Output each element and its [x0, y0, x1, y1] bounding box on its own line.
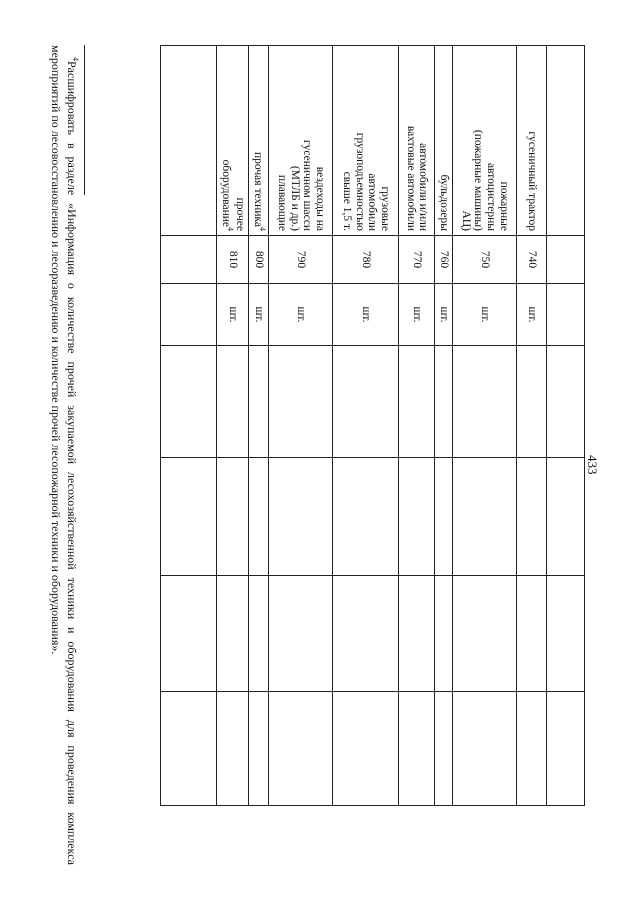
footnote-ref: 4 — [258, 227, 268, 231]
empty-value-cell — [216, 458, 249, 576]
row-name: прочее оборудование — [219, 159, 247, 231]
table-row — [249, 46, 269, 806]
table-row — [216, 46, 249, 806]
footnote-text: Расшифровать в разделе «Информация о количестве прочей закупаемой лесохозяйственной техники и оборудования для проведения комплекса мероприятий по лесовосстановлению и лесоразведению и количестве прочей лесопожарной техники и оборудования». — [49, 45, 79, 865]
empty-value-cell — [399, 692, 435, 806]
empty-value-cell — [249, 458, 269, 576]
row-name-cell — [333, 46, 399, 236]
empty-value-cell — [216, 576, 249, 692]
footnote-marker: 4 — [71, 57, 80, 61]
empty-value-cell — [435, 346, 453, 458]
equipment-table — [160, 45, 585, 806]
empty-value-cell — [399, 458, 435, 576]
row-name-cell — [435, 46, 453, 236]
empty-value-cell — [517, 458, 547, 576]
row-name-cell — [160, 46, 216, 236]
empty-value-cell — [547, 346, 585, 458]
table-row — [517, 46, 547, 806]
row-code: 790 — [269, 236, 333, 284]
empty-value-cell — [269, 692, 333, 806]
row-unit — [547, 284, 585, 346]
empty-value-cell — [453, 692, 517, 806]
empty-value-cell — [435, 458, 453, 576]
table-row — [453, 46, 517, 806]
empty-value-cell — [160, 458, 216, 576]
empty-value-cell — [547, 692, 585, 806]
row-name: вездеходы на гусеничном шасси (МТЛБ и др.) плавающие — [275, 139, 327, 231]
row-unit: шт. — [216, 284, 249, 346]
row-code: 810 — [216, 236, 249, 284]
row-code — [160, 236, 216, 284]
row-name: пожарные автоцистерны (пожарные машины) АЦ) — [459, 129, 511, 231]
row-name-cell — [453, 46, 517, 236]
empty-value-cell — [517, 692, 547, 806]
row-code: 740 — [517, 236, 547, 284]
empty-value-cell — [453, 458, 517, 576]
empty-value-cell — [269, 458, 333, 576]
row-name-cell — [399, 46, 435, 236]
footnote-rule — [84, 45, 85, 195]
row-unit — [160, 284, 216, 346]
row-name: гусеничный трактор — [525, 131, 538, 231]
table-row — [547, 46, 585, 806]
row-name-cell — [547, 46, 585, 236]
empty-value-cell — [269, 346, 333, 458]
empty-value-cell — [435, 692, 453, 806]
empty-value-cell — [160, 692, 216, 806]
row-code: 780 — [333, 236, 399, 284]
empty-value-cell — [249, 576, 269, 692]
empty-value-cell — [249, 346, 269, 458]
row-code: 750 — [453, 236, 517, 284]
row-name-cell — [517, 46, 547, 236]
row-code — [547, 236, 585, 284]
table-row — [269, 46, 333, 806]
empty-value-cell — [517, 346, 547, 458]
table-row — [160, 46, 216, 806]
row-unit: шт. — [399, 284, 435, 346]
empty-value-cell — [435, 576, 453, 692]
row-unit: шт. — [453, 284, 517, 346]
empty-value-cell — [333, 692, 399, 806]
table-row — [333, 46, 399, 806]
row-code: 800 — [249, 236, 269, 284]
empty-value-cell — [517, 576, 547, 692]
page-number: 433 — [585, 455, 600, 475]
empty-value-cell — [249, 692, 269, 806]
row-unit: шт. — [435, 284, 453, 346]
empty-value-cell — [453, 576, 517, 692]
row-name: автомобили и/или вахтовые автомобили — [404, 125, 430, 231]
row-unit: шт. — [333, 284, 399, 346]
row-name: грузовые автомобили грузоподъемностью свыше 1,5 т. — [340, 132, 392, 231]
row-code: 770 — [399, 236, 435, 284]
empty-value-cell — [399, 346, 435, 458]
empty-value-cell — [399, 576, 435, 692]
row-unit: шт. — [269, 284, 333, 346]
empty-value-cell — [333, 576, 399, 692]
empty-value-cell — [547, 458, 585, 576]
row-name-cell — [249, 46, 269, 236]
empty-value-cell — [160, 576, 216, 692]
row-name-cell — [216, 46, 249, 236]
row-name-cell — [269, 46, 333, 236]
row-unit: шт. — [517, 284, 547, 346]
row-name: бульдозеры — [438, 174, 450, 231]
empty-value-cell — [216, 692, 249, 806]
empty-value-cell — [547, 576, 585, 692]
row-unit: шт. — [249, 284, 269, 346]
row-code: 760 — [435, 236, 453, 284]
empty-value-cell — [453, 346, 517, 458]
row-name: прочая техника — [252, 152, 265, 227]
empty-value-cell — [216, 346, 249, 458]
empty-value-cell — [333, 458, 399, 576]
empty-value-cell — [269, 576, 333, 692]
table-row — [399, 46, 435, 806]
empty-value-cell — [333, 346, 399, 458]
footnote-ref: 4 — [225, 227, 235, 231]
table-row — [435, 46, 453, 806]
footnote — [48, 45, 80, 865]
empty-value-cell — [160, 346, 216, 458]
